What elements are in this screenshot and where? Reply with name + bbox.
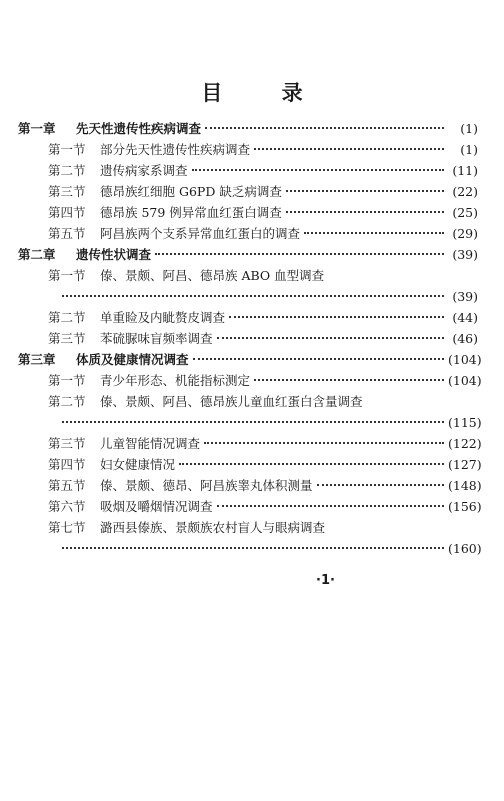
toc-entry-number: 第四节 <box>48 457 86 472</box>
toc-entry-number: 第四节 <box>48 205 86 220</box>
toc-entry-number: 第二节 <box>48 310 86 325</box>
page-number: ·1· <box>316 573 335 588</box>
toc-dot-leader <box>205 127 444 129</box>
toc-dot-leader <box>254 379 444 381</box>
toc-dot-leader <box>204 442 444 444</box>
toc-dot-leader <box>286 211 444 213</box>
toc-entry-title: 吸烟及嚼烟情况调查 <box>100 499 213 514</box>
toc-entry-number: 第三节 <box>48 184 86 199</box>
toc-entry-title: 先天性遗传性疾病调查 <box>76 121 202 136</box>
toc-entry-page: (115) <box>448 415 482 430</box>
toc-section-entry[interactable] <box>18 496 482 517</box>
toc-entry-page: (22) <box>452 184 478 199</box>
toc-entry-title: 阿昌族两个支系异常血红蛋白的调查 <box>100 226 301 241</box>
toc-section-entry[interactable] <box>18 391 482 433</box>
toc-dot-leader <box>155 253 444 255</box>
toc-section-entry[interactable] <box>18 223 478 244</box>
toc-entry-number: 第三章 <box>18 352 56 367</box>
toc-entry-page: (44) <box>452 310 478 325</box>
toc-dot-leader <box>217 337 444 339</box>
toc-entry-number: 第一章 <box>18 121 56 136</box>
toc-entry-page: (39) <box>452 247 478 262</box>
toc-section-entry[interactable] <box>18 328 478 349</box>
toc-entry-page: (160) <box>448 541 482 556</box>
toc-section-entry[interactable] <box>18 307 478 328</box>
toc-entry-title: 遗传病家系调查 <box>100 163 188 178</box>
toc-entry-number: 第五节 <box>48 226 86 241</box>
toc-entry-title: 傣、景颇、德昂、阿昌族睾丸体积测量 <box>100 478 313 493</box>
toc-entry-page: (104) <box>448 352 482 367</box>
toc-entry-page: (25) <box>452 205 478 220</box>
toc-chapter-entry[interactable] <box>18 349 482 370</box>
toc-dot-leader <box>193 358 444 360</box>
toc-entry-title: 体质及健康情况调查 <box>76 352 189 367</box>
toc-section-entry[interactable] <box>18 139 478 160</box>
toc-section-entry[interactable] <box>18 181 478 202</box>
toc-entry-page: (148) <box>448 478 482 493</box>
toc-entry-number: 第七节 <box>48 520 86 535</box>
toc-entry-page: (104) <box>448 373 482 388</box>
toc-entry-page: (122) <box>448 436 482 451</box>
toc-entry-number: 第一节 <box>48 142 86 157</box>
toc-dot-leader <box>229 316 444 318</box>
toc-entry-page: (1) <box>460 142 478 157</box>
toc-entry-title: 傣、景颇、阿昌、德昂族 ABO 血型调查 <box>100 268 325 283</box>
toc-entry-page: (156) <box>448 499 482 514</box>
toc-entry-title: 德昂族 579 例异常血红蛋白调查 <box>100 205 282 220</box>
toc-section-entry[interactable] <box>18 370 482 391</box>
toc-entry-title: 傣、景颇、阿昌、德昂族儿童血红蛋白含量调查 <box>100 394 363 409</box>
toc-section-entry[interactable] <box>18 265 478 307</box>
toc-entry-number: 第一节 <box>48 268 86 283</box>
toc-dot-leader <box>217 505 444 507</box>
toc-entry-number: 第二节 <box>48 394 86 409</box>
toc-section-entry[interactable] <box>18 517 482 559</box>
toc-entry-page: (11) <box>452 163 478 178</box>
toc-dot-leader <box>179 463 444 465</box>
toc-entry-title: 潞西县傣族、景颇族农村盲人与眼病调查 <box>100 520 326 535</box>
toc-entry-page: (46) <box>452 331 478 346</box>
toc-dot-leader <box>192 169 444 171</box>
toc-entry-number: 第二章 <box>18 247 56 262</box>
toc-section-entry[interactable] <box>18 160 478 181</box>
toc-dot-leader <box>286 190 444 192</box>
toc-entry-number: 第六节 <box>48 499 86 514</box>
toc-entry-page: (1) <box>460 121 478 136</box>
toc-section-entry[interactable] <box>18 454 482 475</box>
toc-dot-leader <box>62 547 444 549</box>
toc-section-entry[interactable] <box>18 433 482 454</box>
toc-dot-leader <box>304 232 444 234</box>
toc-entry-number: 第三节 <box>48 436 86 451</box>
toc-dot-leader <box>317 484 444 486</box>
toc-entry-title: 妇女健康情况 <box>100 457 176 472</box>
toc-dot-leader <box>62 421 444 423</box>
toc-entry-title: 儿童智能情况调查 <box>100 436 201 451</box>
toc-chapter-entry[interactable] <box>18 244 478 265</box>
toc-entry-number: 第五节 <box>48 478 86 493</box>
toc-entry-title: 青少年形态、机能指标测定 <box>100 373 251 388</box>
toc-entry-title: 单重睑及内眦赘皮调查 <box>100 310 226 325</box>
toc-entry-title: 遗传性状调查 <box>76 247 152 262</box>
toc-dot-leader <box>62 295 444 297</box>
toc-entry-title: 德昂族红细胞 G6PD 缺乏病调查 <box>100 184 282 199</box>
toc-entry-page: (29) <box>452 226 478 241</box>
toc-section-entry[interactable] <box>18 475 482 496</box>
table-of-contents <box>18 118 482 559</box>
toc-entry-title: 苯硫脲味盲频率调查 <box>100 331 213 346</box>
toc-chapter-entry[interactable] <box>18 118 478 139</box>
toc-entry-title: 部分先天性遗传性疾病调查 <box>100 142 251 157</box>
page-title: 目 录 <box>201 81 329 105</box>
toc-entry-page: (127) <box>448 457 482 472</box>
toc-entry-page: (39) <box>452 289 478 304</box>
toc-section-entry[interactable] <box>18 202 478 223</box>
toc-entry-number: 第一节 <box>48 373 86 388</box>
toc-dot-leader <box>254 148 444 150</box>
toc-entry-number: 第二节 <box>48 163 86 178</box>
toc-entry-number: 第三节 <box>48 331 86 346</box>
